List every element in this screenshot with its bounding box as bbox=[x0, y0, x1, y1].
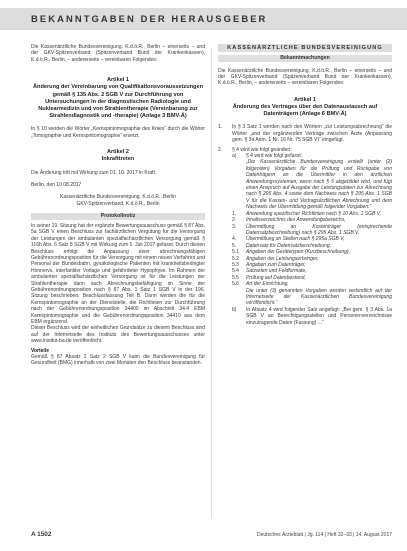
right-article1-label: Artikel 1 bbox=[293, 96, 317, 103]
item-text: Angaben zum Datenträger, bbox=[246, 261, 306, 268]
item-text: Angaben der Gerätetypen (Kurzbeschreibung), bbox=[246, 249, 350, 256]
left-signatories: Kassenärztliche Bundesvereinigung, K.d.ö.R., Berlin GKV-Spitzenverband, K.d.ö.R., Berlin bbox=[60, 194, 176, 207]
item-text: Art der Einrichtung. bbox=[246, 281, 289, 288]
left-protocol-text: In seiner 19. Sitzung hat der ergänzte Bewertungsausschuss gemäß § 87 Abs. 5a SGB V einen Beschluss zur fachärztlichen Vergütung für die Versorgung der Leistungen der ambulanten spezialfachärztlichen Versorgung gemäß § 116b Abs. 6 Satz 8 SGB V mit Wirkung zum 1. Juli 2017 gefasst. Durch diesen Beschluss erfolgt die Anpassung einer abrechnungsfähigen Gebührenordnungsposition für die Versorgung mit einem neuen Verfahren und Personal der Bundesbahn, gynäkologische Patienten mit krankheitsbedingter Hirnnervs, interfantiler Vorlage und gefährdeter Hypophyse. Im Rahmen der ambulanten spezialfachärztlichen Versorgung ist für die Leistungen der Strahlentherapie dann auch Abrechnungsbefähigung im Sinne der Gebührenordnungsposition nach § 87 Abs. 1 Satz 1 SGB V in der 196. Sitzung beschrieben. Beschlussfassung Teil B. Dann werden die für die Kernspintomographie an der Dienststelle, die Richtlinien zur Durchführung nach der Gebührenordnungsposition 34400 im Abschnitt 34.4 EBM Kernspintomographie und die Gebührenordnungsposition 34410 aus dem EBM ergänzend. bbox=[31, 222, 205, 325]
item-num: 2. bbox=[218, 146, 223, 153]
journal-footer: Deutsches Ärzteblatt | Jg. 114 | Heft 32–33 | 14. August 2017 bbox=[257, 532, 392, 538]
quote-text: „Die Kassenärztliche Bundesvereinigung erstellt (unter (2) folgenden) Vorgaben für die Prüfung und Rückgabe von Datenträgern an die Übermittler in den ärztlichen Anwendungssystemen, wenn nach § 5 abgebildet wird, und fügt einen Anspruch auf Ausgabe der Leistungsdaten zur Abrechnung nach § 295 Abs. 4 sowie dem Nachweis nach § 295 Abs. 1 SGB V für die Kassen- und Vertragsärztlichen Abrechnung und dem Nachweis der Übermittlung gemäß folgender Vorgaben:“ bbox=[246, 159, 392, 211]
left-vorteile-text: Gemäß § 87 Absatz 2 Satz 2 SGB V kann die Bundesvereinigung für Gesundheit (BMG) innerhalb von zwei Monaten den Beschluss beanstanden. bbox=[31, 354, 205, 367]
header-title: BEKANNTGABEN DER HERAUSGEBER bbox=[31, 13, 268, 24]
item-num: 2. bbox=[232, 217, 237, 224]
item-text: Inhaltsverzeichnis des Anwendungsbereichs, bbox=[246, 217, 346, 224]
list-item bbox=[218, 224, 392, 237]
item-num: 3. bbox=[232, 223, 237, 230]
left-article2-label: Artikel 2 bbox=[106, 149, 130, 156]
left-article2-title: Inkrafttreten bbox=[101, 156, 135, 163]
item-text: Übermittlung an Kostenträger (entsprechende Datensatzbeschreibung) nach § 295 Abs. 1 SGB V, bbox=[246, 223, 392, 236]
item-num: 5.2 bbox=[232, 255, 239, 262]
sub-a-text: § 4 wird wie folgt gefasst: bbox=[246, 153, 303, 160]
item-num: 5.4 bbox=[232, 268, 239, 275]
header-bar bbox=[0, 8, 407, 30]
right-mark: Bekanntmachungen bbox=[218, 55, 392, 62]
sub-b-label: b) bbox=[232, 306, 237, 313]
sub-b-text: In Absatz 4 wird folgender Satz angefügt: „Bei gem. § 3 Abs. 1a SGB V an Berechtigungsstellen und Personenverzeichnisse einzutragende Daten (Fassung) ...“ bbox=[246, 306, 392, 326]
left-date: Berlin, den 10.08.2017 bbox=[31, 182, 82, 189]
left-article1-label: Artikel 1 bbox=[106, 77, 130, 84]
item-num: 4. bbox=[232, 236, 237, 243]
list-item bbox=[218, 307, 392, 326]
left-article1-text: In § 10 werden die Wörter „Kernspintomographie des Knies“ durch die Wörter „Tomographie und Kernspintomographie“ ersetzt. bbox=[31, 126, 205, 139]
item-text: Prüfung auf Datenbestand, bbox=[246, 274, 306, 281]
right-article1-title: Änderung des Vertrages über den Datenaustausch auf Datenträgern (Anlage 6 BMV-Ä) bbox=[232, 104, 378, 118]
item-text: § 4 wird wie folgt geändert: bbox=[232, 146, 292, 153]
item-text: Angaben der Leistungserbringer, bbox=[246, 255, 319, 262]
item-text: In § 3 Satz 1 werden nach den Wörtern „zur Leistungsabrechnung“ die Wörter „und der ergänzenden Verträge zwischen Ärzte (Anpassung gem. § 3a Anm. 1 Nr. 16 Nr. 75 SGB V)“ eingefügt. bbox=[232, 124, 392, 144]
item-text: Satzarten und Feldformate, bbox=[246, 268, 307, 275]
right-column bbox=[218, 44, 392, 326]
item-num: 5.6 bbox=[232, 281, 239, 288]
item-text: Anwendung spezifischer Richtlinien nach § 10 Abs. 1 SGB V, bbox=[246, 210, 382, 217]
column-divider bbox=[211, 48, 212, 518]
left-article2-text: Die Änderung tritt mit Wirkung zum 01. 10. 2017 in Kraft. bbox=[31, 169, 157, 176]
list-item bbox=[218, 124, 392, 143]
left-vorteile-label: Vorteile bbox=[31, 347, 49, 354]
item-num: 5.5 bbox=[232, 274, 239, 281]
item-num: 5. bbox=[232, 242, 237, 249]
right-items bbox=[218, 124, 392, 326]
item-text: Datensatz für Datensatzbeschreibung, bbox=[246, 242, 332, 249]
right-section-title: KASSENÄRZTLICHE BUNDESVEREINIGUNG bbox=[218, 44, 392, 52]
left-intro: Die Kassenärztliche Bundesvereinigung, K.d.ö.R., Berlin – einerseits – und der GKV-Spitzenverband (Spitzenverband Bund der Krankenkassen), K.d.ö.R., Berlin, – andererseits – vereinbaren Folgendes: bbox=[31, 44, 205, 63]
item-num: 1. bbox=[218, 124, 223, 131]
page-number: A 1502 bbox=[31, 531, 52, 538]
item-num: 5.3 bbox=[232, 261, 239, 268]
left-protocol-label: Protokollnotiz bbox=[31, 213, 205, 220]
item-text: Übermittlung an Stellen nach § 295a SGB V, bbox=[246, 236, 345, 243]
left-article1-title: Änderung der Vereinbarung von Qualifikationsvoraussetzungen gemäß § 135 Abs. 2 SGB V zur Durchführung von Untersuchungen in der diagnostischen Radiologie und Nuklearmedizin und von Strahlentherapie (Vereinbarung zur Strahlendiagnostik und -therapie) (Anlage 3 BMV-Ä) bbox=[32, 84, 204, 120]
tail-text: Die unter (3) genannten Vorgaben werden verbindlich auf der Internetseite der Kassenärztlichen Bundesvereinigung veröffentlicht.“ bbox=[246, 287, 392, 307]
item-num: 1. bbox=[232, 210, 237, 217]
left-column bbox=[31, 44, 205, 367]
sub-a-label: a) bbox=[232, 153, 237, 160]
right-intro: Die Kassenärztliche Bundesvereinigung, K.d.ö.R., Berlin – einerseits – und der GKV-Spitzenverband (Spitzenverband Bund der Krankenkassen), K.d.ö.R., Berlin, – andererseits – vereinbaren Folgendes: bbox=[218, 67, 392, 87]
left-protocol-text2: Dieser Beschluss wird der einheitlichen Grundsätze zu diesem Beschluss sind auf der Internetseite des Instituts des Bewertungsausschusses unter www.institut-ba.de veröffentlicht. bbox=[31, 325, 205, 345]
item-num: 5.1 bbox=[232, 249, 239, 256]
